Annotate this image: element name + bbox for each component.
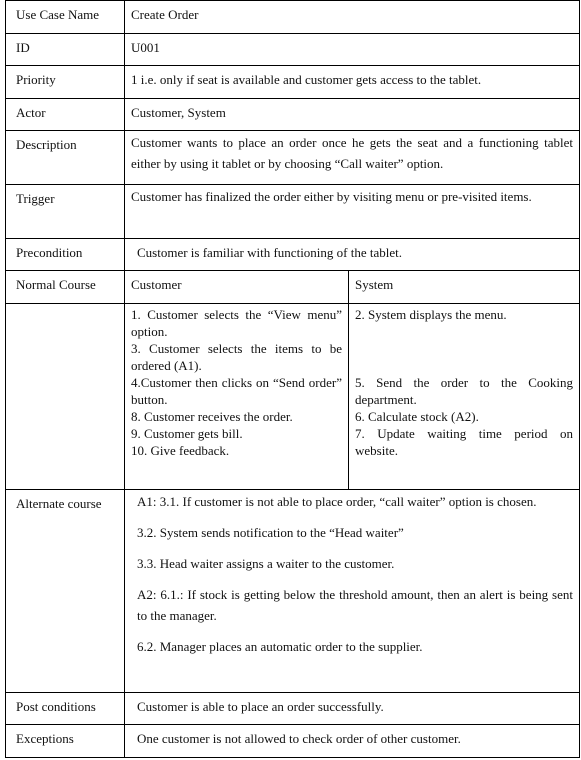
alternate-course-paragraph: 6.2. Manager places an automatic order to the supplier. — [137, 639, 423, 654]
customer-step: 9. Customer gets bill. — [131, 426, 243, 441]
row-actor — [6, 99, 580, 131]
system-step: 7. Update waiting time period on website. — [355, 426, 573, 458]
value-actor: Customer, System — [125, 99, 580, 131]
alternate-course-paragraph: A2: 6.1.: If stock is getting below the threshold amount, then an alert is being sent to the manager. — [137, 587, 573, 623]
use-case-table — [5, 0, 580, 758]
value-post-conditions: Customer is able to place an order successfully. — [125, 693, 580, 725]
value-priority: 1 i.e. only if seat is available and customer gets access to the tablet. — [125, 66, 580, 99]
alternate-course-paragraph: 3.2. System sends notification to the “Head waiter” — [137, 525, 404, 540]
row-priority — [6, 66, 580, 99]
system-steps-cell — [349, 304, 580, 490]
label-post-conditions: Post conditions — [6, 693, 125, 725]
alternate-course-cell — [125, 490, 580, 693]
label-exceptions: Exceptions — [6, 725, 125, 758]
row-alternate-course — [6, 490, 580, 693]
row-use-case-name — [6, 1, 580, 34]
label-description: Description — [6, 131, 125, 185]
customer-step: 8. Customer receives the order. — [131, 409, 293, 424]
value-use-case-name: Create Order — [125, 1, 580, 34]
value-exceptions: One customer is not allowed to check order of other customer. — [125, 725, 580, 758]
customer-steps-cell — [125, 304, 349, 490]
customer-step: 4.Customer then clicks on “Send order” button. — [131, 375, 342, 407]
normal-course-customer-header: Customer — [125, 271, 349, 304]
customer-step: 1. Customer selects the “View menu” option. — [131, 307, 342, 339]
label-alternate-course: Alternate course — [6, 490, 125, 693]
label-use-case-name: Use Case Name — [6, 1, 125, 34]
customer-step: 3. Customer selects the items to be ordered (A1). — [131, 341, 342, 373]
system-step: 2. System displays the menu. — [355, 307, 507, 322]
system-step: 5. Send the order to the Cooking department. — [355, 375, 573, 407]
row-exceptions — [6, 725, 580, 758]
row-normal-course-header — [6, 271, 580, 304]
row-description — [6, 131, 580, 185]
value-trigger: Customer has finalized the order either by visiting menu or pre-visited items. — [125, 185, 580, 239]
customer-step: 10. Give feedback. — [131, 443, 230, 458]
row-trigger — [6, 185, 580, 239]
label-normal-course: Normal Course — [6, 271, 125, 304]
normal-course-spacer — [6, 304, 125, 490]
system-step: 6. Calculate stock (A2). — [355, 409, 479, 424]
value-description: Customer wants to place an order once he gets the seat and a functioning tablet either by using it tablet or by choosing “Call waiter” option. — [125, 131, 580, 185]
alternate-course-paragraph: A1: 3.1. If customer is not able to place order, “call waiter” option is chosen. — [137, 494, 537, 509]
label-actor: Actor — [6, 99, 125, 131]
row-post-conditions — [6, 693, 580, 725]
label-trigger: Trigger — [6, 185, 125, 239]
normal-course-system-header: System — [349, 271, 580, 304]
value-precondition: Customer is familiar with functioning of the tablet. — [125, 239, 580, 271]
label-id: ID — [6, 34, 125, 66]
alternate-course-paragraph: 3.3. Head waiter assigns a waiter to the customer. — [137, 556, 395, 571]
row-normal-course-steps — [6, 304, 580, 490]
label-precondition: Precondition — [6, 239, 125, 271]
label-priority: Priority — [6, 66, 125, 99]
row-precondition — [6, 239, 580, 271]
value-id: U001 — [125, 34, 580, 66]
row-id — [6, 34, 580, 66]
